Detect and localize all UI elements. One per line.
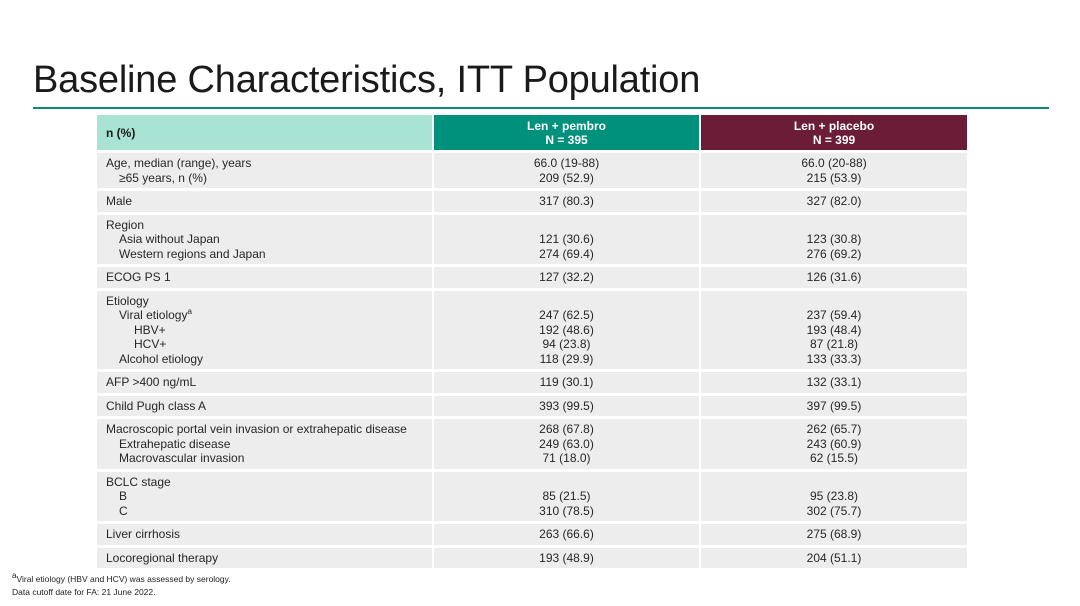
characteristic-text: Asia without Japan (119, 232, 220, 246)
len-pembro-value: 263 (66.6) (539, 527, 594, 541)
len-pembro-value: 249 (63.0) (539, 436, 594, 451)
len-pembro-value: 247 (62.5) (539, 308, 594, 322)
len-placebo-value: 204 (51.1) (806, 550, 862, 565)
characteristic-label (106, 218, 432, 233)
len-pembro-value: 274 (69.4) (539, 246, 594, 261)
len-placebo-value: 262 (65.7) (806, 422, 862, 436)
len-pembro-cell (432, 153, 699, 188)
row-label-cell (97, 291, 432, 370)
len-pembro-value: 192 (48.6) (539, 322, 594, 337)
len-placebo-value: 126 (31.6) (806, 270, 862, 284)
title-underline (33, 107, 1049, 109)
footnote-viral (12, 571, 231, 585)
characteristic-label (106, 437, 432, 452)
len-placebo-cell (699, 472, 967, 522)
characteristic-label (106, 451, 432, 466)
characteristic-label (106, 308, 432, 323)
characteristic-label (106, 156, 432, 171)
len-placebo-value: 87 (21.8) (809, 337, 859, 351)
characteristic-label (106, 270, 432, 285)
len-pembro-value (434, 475, 699, 490)
characteristic-text: BCLC stage (106, 474, 171, 489)
len-pembro-value: 310 (78.5) (539, 503, 594, 518)
arm-placebo-n: N = 399 (812, 132, 856, 147)
characteristic-label (106, 352, 432, 367)
row-label-cell (97, 267, 432, 288)
len-placebo-value (701, 475, 967, 490)
len-pembro-cell (432, 215, 699, 265)
table-row (97, 548, 967, 569)
table-row (97, 291, 967, 370)
characteristic-text: Liver cirrhosis (106, 527, 181, 541)
characteristic-label (106, 247, 432, 262)
len-placebo-value: 193 (48.4) (806, 322, 862, 337)
len-pembro-cell (432, 472, 699, 522)
characteristic-label (106, 504, 432, 519)
len-placebo-value: 243 (60.9) (806, 436, 862, 451)
characteristic-text: Macrovascular invasion (119, 451, 245, 465)
len-pembro-value: 393 (99.5) (539, 398, 594, 413)
len-pembro-value: 121 (30.6) (539, 232, 594, 246)
len-pembro-value: 119 (30.1) (539, 375, 594, 389)
characteristic-text: HCV+ (134, 337, 167, 351)
row-label-cell (97, 372, 432, 393)
characteristic-text: Macroscopic portal vein invasion or extrahepatic disease (106, 422, 407, 436)
characteristic-text: AFP >400 ng/mL (106, 375, 197, 389)
table-row (97, 419, 967, 469)
len-pembro-value: 85 (21.5) (542, 489, 591, 503)
len-pembro-cell (432, 191, 699, 212)
header-arm-pembro (432, 115, 699, 150)
len-pembro-cell (432, 267, 699, 288)
characteristic-label (106, 171, 432, 186)
footnote-cutoff: Data cutoff date for FA: 21 June 2022. (12, 587, 156, 597)
len-placebo-cell (699, 419, 967, 469)
row-label-cell (97, 396, 432, 417)
characteristic-label (106, 489, 432, 504)
table-row (97, 396, 967, 417)
characteristic-label (106, 294, 432, 309)
characteristic-text: C (119, 503, 128, 518)
row-label-cell (97, 524, 432, 545)
len-placebo-cell (699, 153, 967, 188)
characteristic-label (106, 475, 432, 490)
len-placebo-cell (699, 191, 967, 212)
characteristic-text: Child Pugh class A (106, 398, 207, 413)
table-row (97, 215, 967, 265)
arm-placebo-name: Len + placebo (793, 118, 875, 133)
row-label-cell (97, 472, 432, 522)
len-pembro-value: 71 (18.0) (542, 451, 591, 465)
len-pembro-value: 66.0 (19-88) (533, 156, 600, 170)
characteristic-label (106, 337, 432, 352)
table-row (97, 472, 967, 522)
slide-title: Baseline Characteristics, ITT Population (33, 59, 701, 101)
characteristic-label (106, 527, 432, 542)
footnote-viral-text: Viral etiology (HBV and HCV) was assessed by serology. (16, 574, 231, 584)
len-placebo-value: 95 (23.8) (809, 489, 859, 503)
table-body (97, 153, 967, 568)
characteristic-label (106, 551, 432, 566)
baseline-table (97, 112, 967, 571)
characteristic-text: Alcohol etiology (119, 351, 204, 366)
table-row (97, 153, 967, 188)
len-placebo-cell (699, 372, 967, 393)
len-placebo-value: 302 (75.7) (806, 503, 862, 518)
len-pembro-cell (432, 291, 699, 370)
len-pembro-cell (432, 396, 699, 417)
characteristic-text: B (119, 489, 128, 503)
header-arm-placebo (699, 115, 967, 150)
table-row (97, 524, 967, 545)
characteristic-label (106, 194, 432, 209)
characteristic-text: HBV+ (134, 322, 166, 337)
len-placebo-value: 133 (33.3) (806, 351, 862, 366)
len-placebo-value: 276 (69.2) (806, 246, 862, 261)
len-pembro-value: 94 (23.8) (542, 337, 591, 351)
len-placebo-value: 132 (33.1) (806, 375, 862, 389)
len-placebo-cell (699, 215, 967, 265)
len-placebo-value: 62 (15.5) (809, 451, 859, 465)
footnote-marker: a (187, 307, 192, 316)
len-pembro-value: 317 (80.3) (539, 194, 594, 208)
len-pembro-value (434, 294, 699, 309)
len-pembro-value: 118 (29.9) (539, 351, 594, 366)
len-pembro-value: 209 (52.9) (539, 170, 594, 185)
len-placebo-value: 215 (53.9) (806, 170, 862, 185)
len-placebo-cell (699, 267, 967, 288)
arm-pembro-name: Len + pembro (526, 118, 606, 133)
characteristic-text: Western regions and Japan (119, 246, 266, 261)
arm-pembro-n: N = 395 (545, 132, 588, 147)
table-header-row (97, 115, 967, 150)
characteristic-text: Viral etiology (119, 308, 188, 322)
len-placebo-cell (699, 548, 967, 569)
characteristic-label (106, 399, 432, 414)
len-pembro-value: 127 (32.2) (539, 270, 594, 284)
characteristic-text: Locoregional therapy (106, 550, 219, 565)
len-placebo-value: 66.0 (20-88) (801, 156, 867, 170)
table-row (97, 267, 967, 288)
len-placebo-value: 327 (82.0) (806, 194, 862, 208)
row-label-cell (97, 153, 432, 188)
characteristic-label (106, 232, 432, 247)
row-label-cell (97, 215, 432, 265)
row-label-cell (97, 548, 432, 569)
len-placebo-cell (699, 524, 967, 545)
characteristic-text: Extrahepatic disease (119, 436, 231, 451)
len-pembro-value: 268 (67.8) (539, 422, 594, 436)
table-row (97, 372, 967, 393)
characteristic-text: Etiology (106, 293, 149, 308)
len-placebo-value: 123 (30.8) (806, 232, 862, 246)
characteristic-text: Age, median (range), years (106, 156, 252, 170)
row-label-cell (97, 419, 432, 469)
row-label-cell (97, 191, 432, 212)
len-placebo-value: 237 (59.4) (806, 308, 862, 322)
characteristic-text: ECOG PS 1 (106, 270, 171, 284)
len-pembro-cell (432, 524, 699, 545)
characteristic-text: Region (106, 217, 145, 232)
characteristic-text: Male (106, 194, 133, 208)
characteristic-label (106, 375, 432, 390)
len-pembro-cell (432, 548, 699, 569)
len-placebo-cell (699, 396, 967, 417)
header-label: n (%) (97, 115, 432, 150)
characteristic-text: ≥65 years, n (%) (119, 170, 207, 185)
len-placebo-value (701, 218, 967, 233)
len-placebo-value (701, 294, 967, 309)
footnote-marker: a (12, 571, 17, 581)
len-pembro-value (434, 218, 699, 233)
len-pembro-value: 193 (48.9) (539, 550, 594, 565)
characteristic-label (106, 422, 432, 437)
len-pembro-cell (432, 419, 699, 469)
len-placebo-value: 275 (68.9) (806, 527, 862, 541)
len-pembro-cell (432, 372, 699, 393)
len-placebo-cell (699, 291, 967, 370)
table-row (97, 191, 967, 212)
characteristic-label (106, 323, 432, 338)
len-placebo-value: 397 (99.5) (806, 398, 862, 413)
